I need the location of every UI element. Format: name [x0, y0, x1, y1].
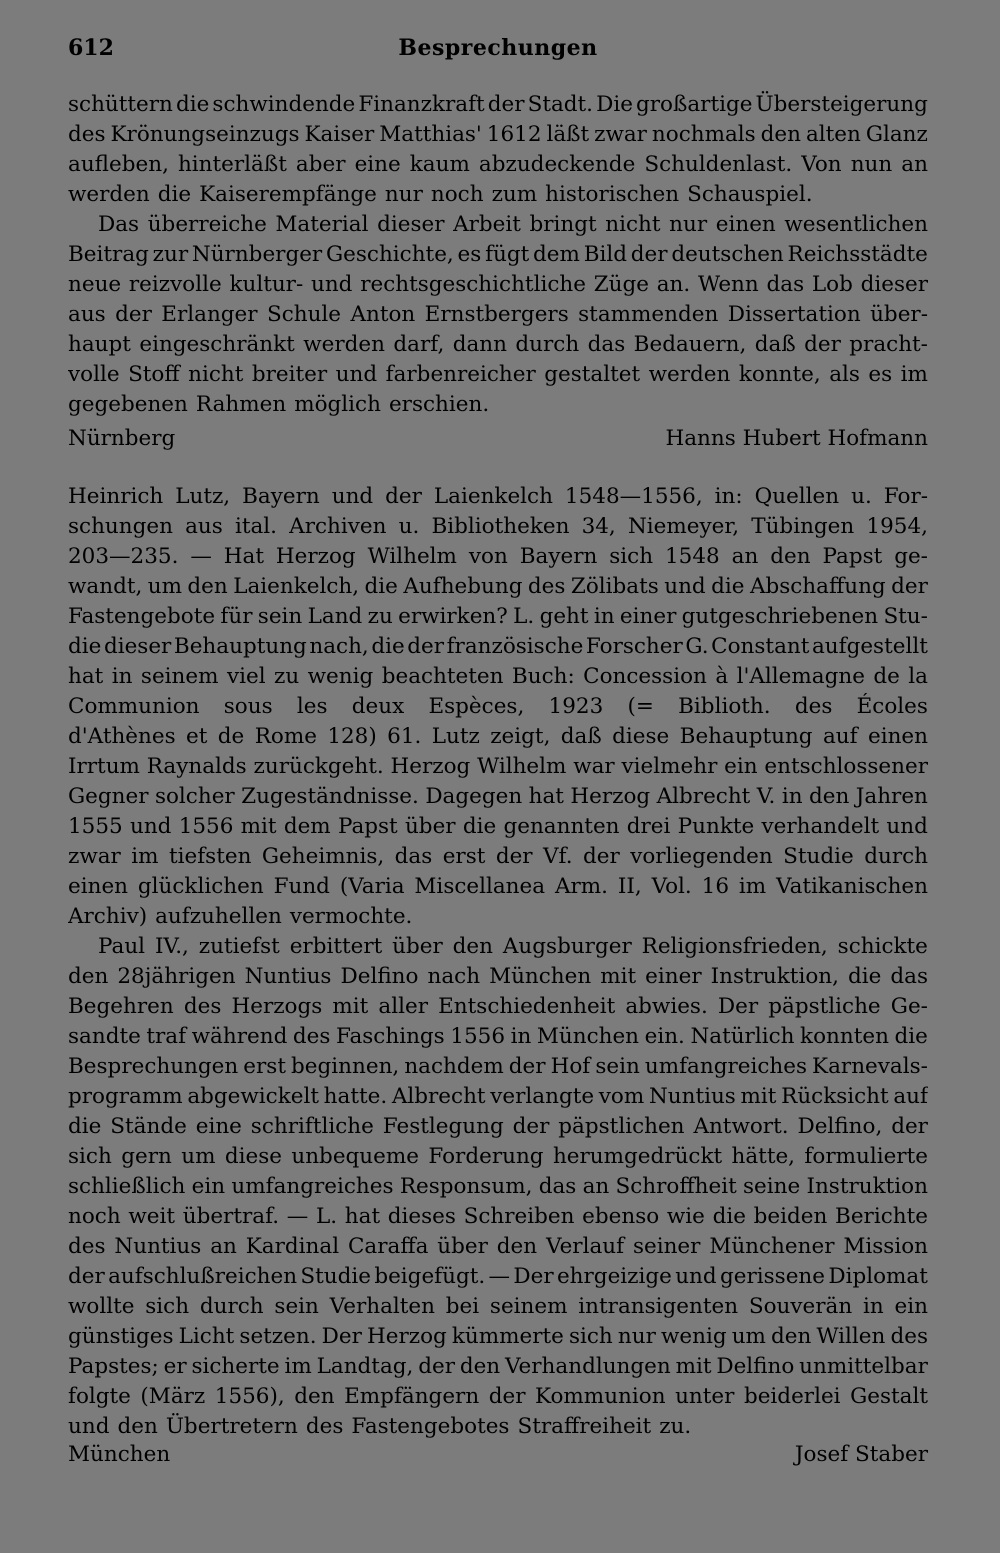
text-line: haupt eingeschränkt werden darf, dann durch das Bedauern, daß der pracht-	[68, 332, 928, 357]
text-line: werden die Kaiserempfänge nur noch zum historischen Schauspiel.	[68, 182, 813, 207]
running-title: Besprechungen	[398, 35, 598, 61]
text-line: Heinrich Lutz, Bayern und der Laienkelch 1548—1556, in: Quellen u. For-	[68, 484, 928, 509]
text-line: gegebenen Rahmen möglich erschien.	[68, 392, 490, 417]
text-line: neue reizvolle kultur- und rechtsgeschichtliche Züge an. Wenn das Lob dieser	[68, 272, 928, 297]
text-line: d'Athènes et de Rome 128) 61. Lutz zeigt, daß diese Behauptung auf einen	[68, 724, 928, 749]
review-1-place: Nürnberg	[68, 426, 176, 451]
text-line: volle Stoff nicht breiter und farbenreicher gestaltet werden konnte, als es im	[68, 362, 928, 387]
review-1-signature	[68, 424, 928, 454]
text-line: schüttern die schwindende Finanzkraft der Stadt. Die großartige Übersteigerung	[68, 92, 928, 117]
text-line: Fastengebote für sein Land zu erwirken? L. geht in einer gutgeschriebenen Stu-	[68, 604, 928, 629]
text-line: den 28jährigen Nuntius Delfino nach München mit einer Instruktion, die das	[68, 964, 928, 989]
text-line: Gegner solcher Zugeständnisse. Dagegen hat Herzog Albrecht V. in den Jahren	[68, 784, 928, 809]
text-line: des Nuntius an Kardinal Caraffa über den Verlauf seiner Münchener Mission	[68, 1234, 928, 1259]
text-line: Papstes; er sicherte im Landtag, der den Verhandlungen mit Delfino unmittelbar	[68, 1354, 928, 1379]
review-2-place: München	[68, 1442, 171, 1467]
review-1-body	[68, 90, 928, 420]
text-line: Begehren des Herzogs mit aller Entschiedenheit abwies. Der päpstliche Ge-	[68, 994, 928, 1019]
text-line: zwar im tiefsten Geheimnis, das erst der Vf. der vorliegenden Studie durch	[68, 844, 928, 869]
text-line: 203—235. — Hat Herzog Wilhelm von Bayern sich 1548 an den Papst ge-	[68, 544, 928, 569]
review-1-author: Hanns Hubert Hofmann	[665, 426, 928, 451]
text-line: der aufschlußreichen Studie beigefügt. — Der ehrgeizige und gerissene Diplomat	[68, 1264, 928, 1289]
text-line: sich gern um diese unbequeme Forderung herumgedrückt hätte, formulierte	[68, 1144, 928, 1169]
text-line: Beitrag zur Nürnberger Geschichte, es fügt dem Bild der deutschen Reichsstädte	[68, 242, 928, 267]
review-2-signature	[68, 1440, 928, 1470]
text-line: günstiges Licht setzen. Der Herzog kümmerte sich nur wenig um den Willen des	[68, 1324, 928, 1349]
text-line: wandt, um den Laienkelch, die Aufhebung des Zölibats und die Abschaffung der	[68, 574, 928, 599]
text-line: wollte sich durch sein Verhalten bei seinem intransigenten Souverän in ein	[68, 1294, 928, 1319]
text-line: die dieser Behauptung nach, die der französische Forscher G. Constant aufgestellt	[68, 634, 928, 659]
text-line: einen glücklichen Fund (Varia Miscellanea Arm. II, Vol. 16 im Vatikanischen	[68, 874, 928, 899]
text-line: sandte traf während des Faschings 1556 in München ein. Natürlich konnten die	[68, 1024, 928, 1049]
text-line: Communion sous les deux Espèces, 1923 (= Biblioth. des Écoles	[68, 694, 928, 719]
text-line: Das überreiche Material dieser Arbeit bringt nicht nur einen wesentlichen	[98, 212, 928, 237]
text-line: folgte (März 1556), den Empfängern der Kommunion unter beiderlei Gestalt	[68, 1384, 928, 1409]
page-header	[68, 35, 928, 65]
text-line: des Krönungseinzugs Kaiser Matthias' 1612 läßt zwar nochmals den alten Glanz	[68, 122, 928, 147]
text-line: schließlich ein umfangreiches Responsum, das an Schroffheit seine Instruktion	[68, 1174, 928, 1199]
text-line: Irrtum Raynalds zurückgeht. Herzog Wilhelm war vielmehr ein entschlossener	[68, 754, 928, 779]
text-line: schungen aus ital. Archiven u. Bibliotheken 34, Niemeyer, Tübingen 1954,	[68, 514, 928, 539]
review-2-body	[68, 482, 928, 1442]
text-line: 1555 und 1556 mit dem Papst über die genannten drei Punkte verhandelt und	[68, 814, 928, 839]
text-line: noch weit übertraf. — L. hat dieses Schreiben ebenso wie die beiden Berichte	[68, 1204, 928, 1229]
text-line: aufleben, hinterläßt aber eine kaum abzudeckende Schuldenlast. Von nun an	[68, 152, 928, 177]
review-2-author: Josef Staber	[794, 1442, 928, 1467]
text-line: aus der Erlanger Schule Anton Ernstbergers stammenden Dissertation über-	[68, 302, 928, 327]
text-line: Besprechungen erst beginnen, nachdem der Hof sein umfangreiches Karnevals-	[68, 1054, 928, 1079]
text-line: Paul IV., zutiefst erbittert über den Augsburger Religionsfrieden, schickte	[98, 934, 928, 959]
text-line: die Stände eine schriftliche Festlegung der päpstlichen Antwort. Delfino, der	[68, 1114, 928, 1139]
text-line: hat in seinem viel zu wenig beachteten Buch: Concession à l'Allemagne de la	[68, 664, 928, 689]
text-line: und den Übertretern des Fastengebotes Straffreiheit zu.	[68, 1414, 692, 1439]
page-number: 612	[68, 35, 114, 61]
text-line: Archiv) aufzuhellen vermochte.	[68, 904, 413, 929]
text-line: programm abgewickelt hatte. Albrecht verlangte vom Nuntius mit Rücksicht auf	[68, 1084, 928, 1109]
